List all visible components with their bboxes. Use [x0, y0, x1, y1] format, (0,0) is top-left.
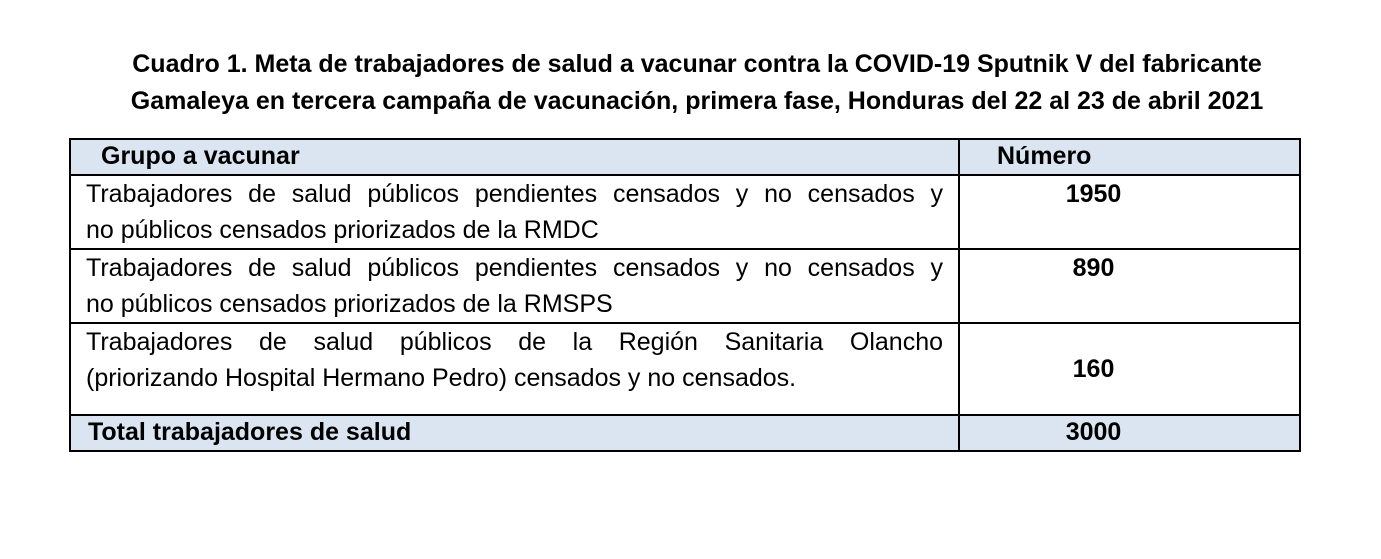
vaccination-target-table: [69, 138, 1301, 452]
table-total-row: [70, 415, 1300, 451]
row-group-text-line-1: Trabajadores de salud públicos de la Región Sanitaria Olancho: [86, 328, 943, 356]
row-number-cell: 890: [959, 249, 1300, 323]
table-header-row: [70, 139, 1300, 175]
row-group-cell: [70, 249, 959, 323]
table-caption: [60, 46, 1334, 120]
row-group-text-line-1: Trabajadores de salud públicos pendientes censados y no censados y: [86, 180, 943, 208]
table-caption-line-2: Gamaleya en tercera campaña de vacunación, primera fase, Honduras del 22 al 23 de abril 2021: [130, 87, 1264, 115]
row-group-text-line-2: (priorizando Hospital Hermano Pedro) censados y no censados.: [86, 364, 797, 392]
header-number-cell: Número: [959, 139, 1300, 175]
row-group-cell: [70, 175, 959, 249]
table-row: [70, 175, 1300, 249]
table-caption-line-1: Cuadro 1. Meta de trabajadores de salud a vacunar contra la COVID-19 Sputnik V del fabricante: [132, 50, 1262, 78]
row-group-text-line-1: Trabajadores de salud públicos pendientes censados y no censados y: [86, 254, 943, 282]
row-number-cell: 160: [959, 323, 1300, 415]
row-number-cell: 1950: [959, 175, 1300, 249]
header-group-cell: Grupo a vacunar: [70, 139, 959, 175]
total-number-cell: 3000: [959, 415, 1300, 451]
table-row: [70, 249, 1300, 323]
row-group-cell: [70, 323, 959, 415]
row-group-text-line-2: no públicos censados priorizados de la RMSPS: [86, 290, 613, 318]
row-group-text-line-2: no públicos censados priorizados de la RMDC: [86, 216, 599, 244]
table-row: [70, 323, 1300, 415]
total-label-cell: Total trabajadores de salud: [70, 415, 959, 451]
